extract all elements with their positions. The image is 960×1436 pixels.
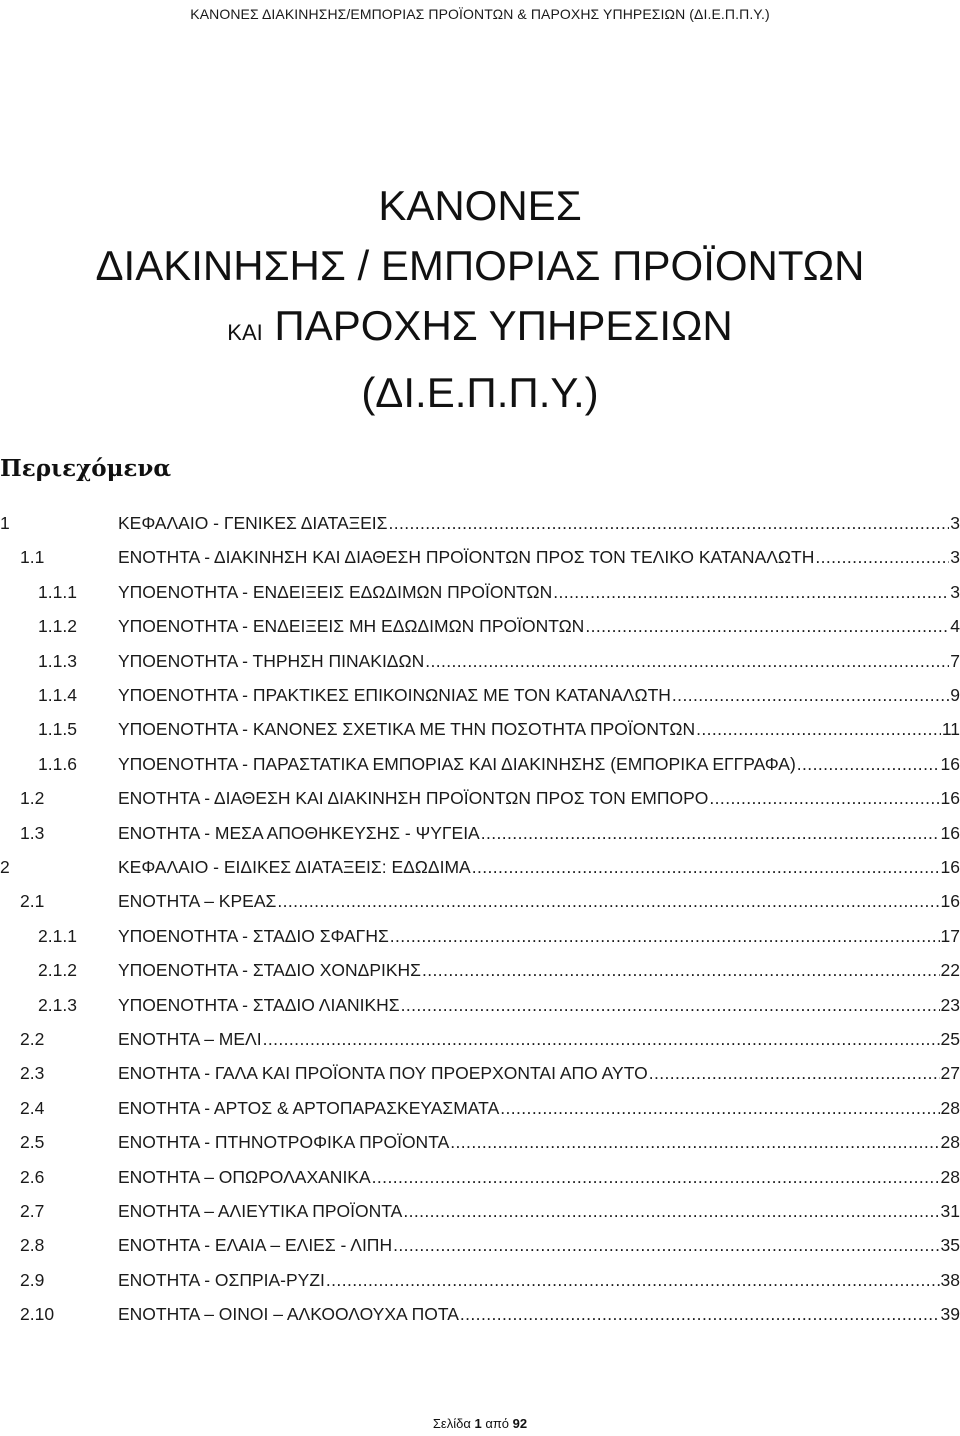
toc-entry[interactable] — [0, 1230, 960, 1260]
toc-entry-number: 2.4 — [20, 1097, 45, 1118]
toc-entry-title: ΕΝΟΤΗΤΑ - ΓΑΛΑ ΚΑΙ ΠΡΟΪΟΝΤΑ ΠΟΥ ΠΡΟΕΡΧΟΝΤΑΙ ΑΠΟ ΑΥΤΟ — [118, 1063, 648, 1084]
toc-dot-leader — [649, 1058, 940, 1088]
toc-dot-leader — [326, 1265, 940, 1295]
toc-entry-page: 3 — [950, 581, 960, 602]
toc-entry-page: 16 — [940, 788, 960, 809]
toc-entry-title: ΕΝΟΤΗΤΑ - ΟΣΠΡΙΑ-ΡΥΖΙ — [118, 1269, 325, 1290]
toc-entry-page: 39 — [940, 1304, 960, 1325]
toc-dot-leader — [815, 542, 949, 572]
toc-entry-page: 16 — [940, 822, 960, 843]
toc-entry-page: 35 — [940, 1235, 960, 1256]
toc-entry-number: 1.1 — [20, 547, 45, 568]
toc-dot-leader — [472, 852, 940, 882]
toc-entry-title: ΕΝΟΤΗΤΑ – ΟΙΝΟΙ – ΑΛΚΟΟΛΟΥΧΑ ΠΟΤΑ — [118, 1304, 459, 1325]
toc-entry-number: 1.2 — [20, 788, 45, 809]
toc-entry-page: 31 — [940, 1201, 960, 1221]
title-line-3-rest: ΠΑΡΟΧΗΣ ΥΠΗΡΕΣΙΩΝ — [262, 302, 733, 349]
document-title — [0, 176, 960, 423]
toc-entry-title: ΕΝΟΤΗΤΑ - ΔΙΑΚΙΝΗΣΗ ΚΑΙ ΔΙΑΘΕΣΗ ΠΡΟΪΟΝΤΩΝ ΠΡΟΣ ΤΟΝ ΤΕΛΙΚΟ ΚΑΤΑΝΑΛΩΤΗ — [118, 547, 815, 568]
toc-entry[interactable] — [0, 1265, 960, 1295]
toc-dot-leader — [460, 1299, 940, 1329]
toc-entry-title: ΕΝΟΤΗΤΑ – ΜΕΛΙ — [118, 1029, 262, 1049]
toc-entry-number: 2.5 — [20, 1132, 45, 1153]
toc-entry[interactable] — [0, 1196, 960, 1226]
toc-entry-title: ΕΝΟΤΗΤΑ - ΔΙΑΘΕΣΗ ΚΑΙ ΔΙΑΚΙΝΗΣΗ ΠΡΟΪΟΝΤΩΝ ΠΡΟΣ ΤΟΝ ΕΜΠΟΡΟ — [118, 788, 709, 809]
toc-entry[interactable] — [0, 1127, 960, 1157]
footer-prefix: Σελίδα — [432, 1416, 475, 1431]
toc-dot-leader — [500, 1093, 939, 1123]
toc-entry[interactable] — [0, 818, 960, 848]
toc-entry[interactable] — [0, 646, 960, 676]
toc-entry[interactable] — [0, 1093, 960, 1123]
toc-entry-title: ΥΠΟΕΝΟΤΗΤΑ - ΤΗΡΗΣΗ ΠΙΝΑΚΙΔΩΝ — [118, 650, 425, 671]
toc-entry-number: 1.1.3 — [38, 650, 77, 671]
title-line-3 — [0, 296, 960, 363]
footer-middle: από — [481, 1416, 513, 1431]
toc-entry-title: ΚΕΦΑΛΑΙΟ - ΓΕΝΙΚΕΣ ΔΙΑΤΑΞΕΙΣ — [118, 513, 388, 533]
toc-entry[interactable] — [0, 680, 960, 710]
toc-dot-leader — [393, 1230, 939, 1260]
title-line-4: (ΔΙ.Ε.Π.Π.Υ.) — [361, 369, 599, 416]
toc-entry[interactable] — [0, 955, 960, 985]
toc-entry-page: 28 — [940, 1097, 960, 1118]
toc-dot-leader — [450, 1127, 939, 1157]
toc-entry-title: ΕΝΟΤΗΤΑ – ΑΛΙΕΥΤΙΚΑ ΠΡΟΪΟΝΤΑ — [118, 1201, 403, 1221]
toc-entry-number: 2.2 — [20, 1029, 45, 1049]
toc-entry[interactable] — [0, 749, 960, 779]
running-header: ΚΑΝΟΝΕΣ ΔΙΑΚΙΝΗΣΗΣ/ΕΜΠΟΡΙΑΣ ΠΡΟΪΟΝΤΩΝ & ΠΑΡΟΧΗΣ ΥΠΗΡΕΣΙΩΝ (ΔΙ.Ε.Π.Π.Υ.) — [190, 6, 770, 22]
toc-entry[interactable] — [0, 542, 960, 572]
toc-entry-page: 16 — [940, 891, 960, 912]
toc-entry-number: 2.9 — [20, 1269, 45, 1290]
toc-entry[interactable] — [0, 852, 960, 882]
toc-entry[interactable] — [0, 921, 960, 951]
toc-dot-leader — [277, 886, 939, 916]
toc-entry-title: ΥΠΟΕΝΟΤΗΤΑ - ΕΝΔΕΙΞΕΙΣ ΕΔΩΔΙΜΩΝ ΠΡΟΪΟΝΤΩΝ — [118, 581, 553, 602]
toc-entry-title: ΚΕΦΑΛΑΙΟ - ΕΙΔΙΚΕΣ ΔΙΑΤΑΞΕΙΣ: ΕΔΩΔΙΜΑ — [118, 857, 471, 877]
toc-entry[interactable] — [0, 886, 960, 916]
toc-entry[interactable] — [0, 1024, 960, 1054]
toc-entry-title: ΥΠΟΕΝΟΤΗΤΑ - ΚΑΝΟΝΕΣ ΣΧΕΤΙΚΑ ΜΕ ΤΗΝ ΠΟΣΟΤΗΤΑ ΠΡΟΪΟΝΤΩΝ — [118, 719, 696, 740]
toc-dot-leader — [585, 611, 949, 641]
toc-entry[interactable] — [0, 783, 960, 813]
toc-entry-number: 2.1 — [20, 891, 45, 912]
toc-entry-page: 22 — [940, 960, 960, 981]
toc-entry-page: 11 — [941, 719, 960, 740]
title-line-2: ΔΙΑΚΙΝΗΣΗΣ / ΕΜΠΟΡΙΑΣ ΠΡΟΪΟΝΤΩΝ — [95, 242, 865, 289]
footer-total-pages: 92 — [512, 1416, 528, 1431]
toc-entry-page: 23 — [940, 994, 960, 1015]
toc-entry-number: 2 — [0, 857, 10, 877]
toc-entry-page: 4 — [950, 616, 960, 637]
toc-entry-page: 17 — [940, 925, 960, 946]
toc-dot-leader — [481, 818, 940, 848]
toc-entry-title: ΥΠΟΕΝΟΤΗΤΑ - ΠΑΡΑΣΤΑΤΙΚΑ ΕΜΠΟΡΙΑΣ ΚΑΙ ΔΙΑΚΙΝΗΣΗΣ (ΕΜΠΟΡΙΚΑ ΕΓΓΡΑΦΑ) — [118, 753, 796, 774]
toc-entry-page: 16 — [940, 857, 960, 877]
toc-entry-number: 2.8 — [20, 1235, 45, 1256]
toc-dot-leader — [403, 1196, 939, 1226]
toc-entry-number: 2.6 — [20, 1166, 45, 1187]
toc-entry-page: 25 — [940, 1029, 960, 1049]
page-footer — [0, 1416, 960, 1431]
toc-entry[interactable] — [0, 1162, 960, 1192]
toc-entry-title: ΕΝΟΤΗΤΑ - ΕΛΑΙΑ – ΕΛΙΕΣ - ΛΙΠΗ — [118, 1235, 393, 1256]
toc-entry-page: 38 — [940, 1269, 960, 1290]
toc-entry-number: 1 — [0, 513, 10, 533]
toc-dot-leader — [422, 955, 940, 985]
toc-entry-page: 28 — [940, 1132, 960, 1153]
toc-entry[interactable] — [0, 508, 960, 538]
toc-entry-page: 16 — [940, 753, 960, 774]
toc-entry[interactable] — [0, 714, 960, 744]
toc-entry-number: 1.1.4 — [38, 685, 77, 705]
toc-dot-leader — [425, 646, 949, 676]
toc-entry-title: ΥΠΟΕΝΟΤΗΤΑ - ΣΤΑΔΙΟ ΧΟΝΔΡΙΚΗΣ — [118, 960, 422, 981]
toc-entry-number: 2.10 — [20, 1304, 55, 1325]
toc-heading: Περιεχόμενα — [0, 455, 172, 482]
toc-entry-number: 1.3 — [20, 822, 45, 843]
toc-entry-title: ΕΝΟΤΗΤΑ - ΜΕΣΑ ΑΠΟΘΗΚΕΥΣΗΣ - ΨΥΓΕΙΑ — [118, 822, 480, 843]
toc-entry-page: 3 — [950, 547, 960, 568]
toc-entry-title: ΕΝΟΤΗΤΑ - ΠΤΗΝΟΤΡΟΦΙΚΑ ΠΡΟΪΟΝΤΑ — [118, 1132, 450, 1153]
footer-current-page: 1 — [474, 1416, 482, 1431]
toc-entry-page: 9 — [950, 685, 960, 705]
toc-entry-number: 1.1.1 — [38, 581, 77, 602]
toc-entry[interactable] — [0, 611, 960, 641]
toc-entry-title: ΥΠΟΕΝΟΤΗΤΑ - ΕΝΔΕΙΞΕΙΣ ΜΗ ΕΔΩΔΙΜΩΝ ΠΡΟΪΟΝΤΩΝ — [118, 616, 585, 637]
toc-entry-number: 2.1.1 — [38, 925, 77, 946]
toc-entry-title: ΕΝΟΤΗΤΑ – ΚΡΕΑΣ — [118, 891, 277, 912]
toc-dot-leader — [553, 577, 949, 607]
toc-entry-number: 1.1.2 — [38, 616, 77, 637]
toc-entry-page: 27 — [940, 1063, 960, 1084]
toc-entry[interactable] — [0, 577, 960, 607]
toc-entry-title: ΥΠΟΕΝΟΤΗΤΑ - ΣΤΑΔΙΟ ΣΦΑΓΗΣ — [118, 925, 389, 946]
toc-dot-leader — [390, 921, 940, 951]
toc-entry-title: ΥΠΟΕΝΟΤΗΤΑ - ΠΡΑΚΤΙΚΕΣ ΕΠΙΚΟΙΝΩΝΙΑΣ ΜΕ ΤΟΝ ΚΑΤΑΝΑΛΩΤΗ — [118, 685, 671, 705]
title-line-1: ΚΑΝΟΝΕΣ — [378, 182, 582, 229]
toc-dot-leader — [709, 783, 939, 813]
title-line-3-small: ΚΑΙ — [227, 320, 263, 345]
toc-entry-number: 1.1.6 — [38, 753, 77, 774]
toc-dot-leader — [372, 1162, 940, 1192]
toc-entry-number: 2.3 — [20, 1063, 45, 1084]
toc-dot-leader — [797, 749, 940, 779]
toc-entry[interactable] — [0, 1058, 960, 1088]
toc-dot-leader — [263, 1024, 940, 1054]
toc-entry-number: 2.1.3 — [38, 994, 77, 1015]
toc-entry-page: 3 — [950, 513, 960, 533]
toc-entry-title: ΕΝΟΤΗΤΑ – ΟΠΩΡΟΛΑΧΑΝΙΚΑ — [118, 1166, 371, 1187]
toc-dot-leader — [401, 990, 940, 1020]
toc-entry-title: ΕΝΟΤΗΤΑ - ΑΡΤΟΣ & ΑΡΤΟΠΑΡΑΣΚΕΥΑΣΜΑΤΑ — [118, 1097, 500, 1118]
toc-entry-number: 1.1.5 — [38, 719, 77, 740]
toc-dot-leader — [696, 714, 941, 744]
toc-entry-page: 7 — [950, 650, 960, 671]
toc-entry[interactable] — [0, 990, 960, 1020]
toc-entry-title: ΥΠΟΕΝΟΤΗΤΑ - ΣΤΑΔΙΟ ΛΙΑΝΙΚΗΣ — [118, 994, 400, 1015]
toc-entry-number: 2.7 — [20, 1201, 45, 1221]
toc-entry-number: 2.1.2 — [38, 960, 77, 981]
toc-entry-page: 28 — [940, 1166, 960, 1187]
toc-dot-leader — [388, 508, 949, 538]
toc-entry[interactable] — [0, 1299, 960, 1329]
toc-dot-leader — [672, 680, 949, 710]
